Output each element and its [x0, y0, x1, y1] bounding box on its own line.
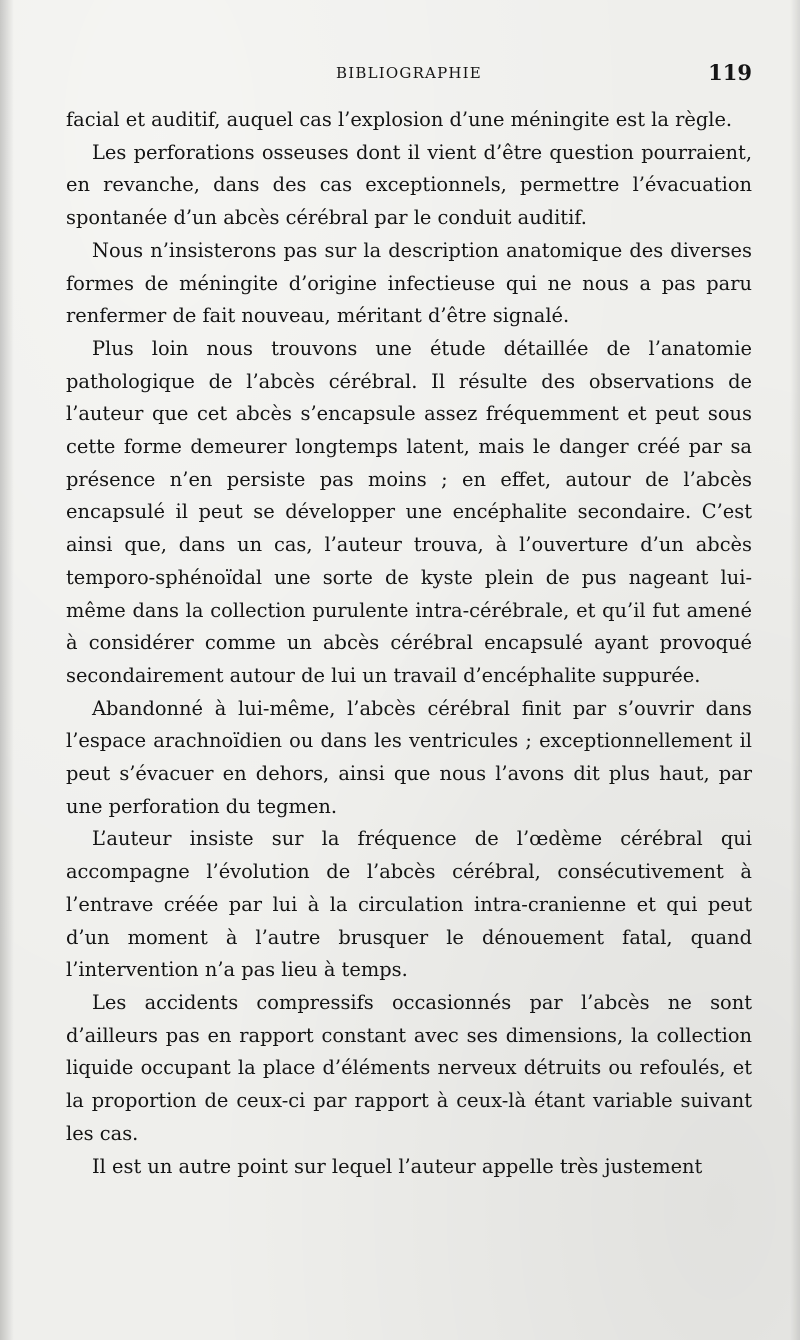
body-text: [66, 104, 752, 1183]
paragraph: facial et auditif, auquel cas l’explosion d’une méningite est la règle.: [66, 108, 733, 131]
page-header: [66, 62, 752, 90]
paragraph: Nous n’insisterons pas sur la description anatomique des diverses formes de méningite d’origine infectieuse qui ne nous a pas paru renfermer de fait nouveau, méritant d’être signalé.: [66, 238, 752, 328]
page-number: 119: [708, 60, 752, 85]
paragraph: Il est un autre point sur lequel l’auteur appelle très justement: [92, 1154, 703, 1178]
paragraph: Abandonné à lui-même, l’abcès cérébral finit par s’ouvrir dans l’espace arachnoïdien ou dans les ventricules ; exceptionnellement il peut s’évacuer en dehors, ainsi que nous l’avons dit plus haut, par une perforation du tegmen.: [66, 696, 752, 818]
paragraph: L’auteur insiste sur la fréquence de l’œdème cérébral qui accompagne l’évolution de l’abcès cérébral, consécutivement à l’entrave créée par lui à la circulation intra-cranienne et qui peut d’un moment à l’autre brusquer le dénouement fatal, quand l’intervention n’a pas lieu à temps.: [66, 827, 752, 982]
running-title: BIBLIOGRAPHIE: [336, 64, 482, 82]
paragraph: Les accidents compressifs occasionnés par l’abcès ne sont d’ailleurs pas en rapport constant avec ses dimensions, la collection liquide occupant la place d’éléments nerveux détruits ou refoulés, et la proportion de ceux-ci par rapport à ceux-là étant variable suivant les cas.: [66, 990, 752, 1145]
paragraph: Plus loin nous trouvons une étude détaillée de l’anatomie pathologique de l’abcès cérébral. Il résulte des observations de l’auteur que cet abcès s’encapsule assez fréquemment et peut sous cette forme demeurer longtemps latent, mais le danger créé par sa présence n’en persiste pas moins ; en effet, autour de l’abcès encapsulé il peut se développer une encéphalite secondaire. C’est ainsi que, dans un cas, l’auteur trouva, à l’ouverture d’un abcès temporo-sphénoïdal une sorte de kyste plein de pus nageant lui-même dans la collection purulente intra-cérébrale, et qu’il fut amené à considérer comme un abcès cérébral encapsulé ayant provoqué secondairement autour de lui un travail d’encéphalite suppurée.: [66, 336, 752, 687]
paragraph: Les perforations osseuses dont il vient d’être question pourraient, en revanche, dans des cas exceptionnels, permettre l’évacuation spontanée d’un abcès cérébral par le conduit auditif.: [66, 140, 752, 230]
